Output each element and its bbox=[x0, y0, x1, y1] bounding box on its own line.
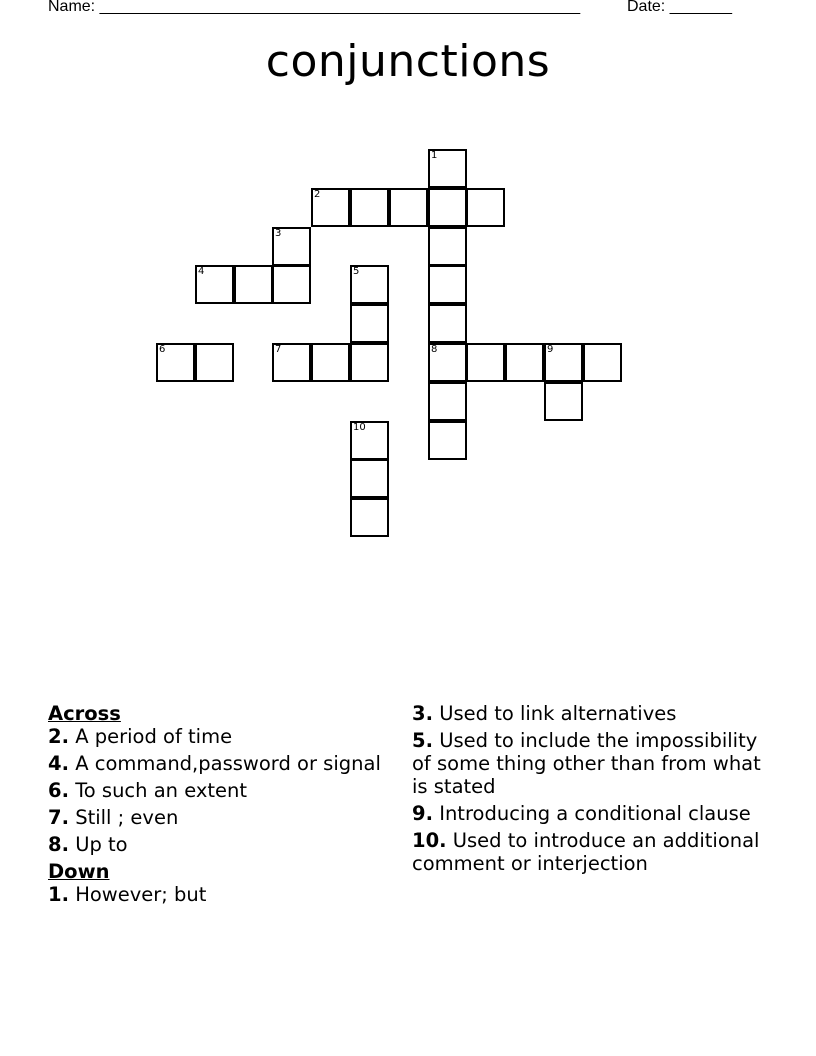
clue-number-label: 1 bbox=[431, 150, 438, 161]
clue-across-6 bbox=[48, 779, 388, 802]
clue-number: 8. bbox=[48, 833, 69, 856]
grid-cell[interactable] bbox=[350, 265, 389, 304]
clue-text: Up to bbox=[75, 833, 128, 856]
grid-cell[interactable] bbox=[544, 382, 583, 421]
across-heading: Across bbox=[48, 702, 121, 725]
grid-cell[interactable] bbox=[350, 343, 389, 382]
clue-number-label: 4 bbox=[198, 266, 205, 277]
clue-number-label: 7 bbox=[275, 344, 282, 355]
grid-cell[interactable] bbox=[389, 188, 428, 227]
grid-cell[interactable] bbox=[350, 188, 389, 227]
grid-cell[interactable] bbox=[428, 382, 467, 421]
grid-cell[interactable] bbox=[505, 343, 544, 382]
clues-left-column bbox=[48, 702, 388, 910]
down-heading: Down bbox=[48, 860, 110, 883]
grid-cell[interactable] bbox=[428, 265, 467, 304]
grid-cell[interactable] bbox=[350, 304, 389, 343]
clues-right-column bbox=[412, 702, 772, 879]
grid-cell[interactable] bbox=[583, 343, 622, 382]
clue-number: 6. bbox=[48, 779, 69, 802]
clue-number: 7. bbox=[48, 806, 69, 829]
clue-number-label: 5 bbox=[353, 266, 360, 277]
grid-cell[interactable] bbox=[311, 343, 350, 382]
grid-cell[interactable] bbox=[428, 421, 467, 460]
clue-text: A command,password or signal bbox=[75, 752, 381, 775]
grid-cell[interactable] bbox=[428, 304, 467, 343]
grid-cell[interactable] bbox=[272, 265, 311, 304]
clue-down-9 bbox=[412, 802, 772, 825]
grid-cell[interactable] bbox=[234, 265, 273, 304]
grid-cell[interactable] bbox=[350, 498, 389, 537]
grid-cell[interactable] bbox=[195, 343, 234, 382]
clue-across-7 bbox=[48, 806, 388, 829]
clue-number: 4. bbox=[48, 752, 69, 775]
grid-cell[interactable] bbox=[195, 265, 234, 304]
clue-text: To such an extent bbox=[75, 779, 248, 802]
page-title: conjunctions bbox=[265, 36, 551, 87]
grid-cell[interactable] bbox=[350, 421, 389, 460]
grid-cell[interactable] bbox=[311, 188, 350, 227]
clue-number: 5. bbox=[412, 729, 433, 752]
clue-number: 1. bbox=[48, 883, 69, 906]
grid-cell[interactable] bbox=[156, 343, 195, 382]
clue-text: Still ; even bbox=[75, 806, 179, 829]
grid-cell[interactable] bbox=[466, 188, 505, 227]
date-field-label: Date: _______ bbox=[627, 0, 732, 15]
clue-across-2 bbox=[48, 725, 388, 748]
grid-cell[interactable] bbox=[350, 459, 389, 498]
clue-number-label: 2 bbox=[314, 189, 321, 200]
grid-cell[interactable] bbox=[428, 188, 467, 227]
clue-down-1 bbox=[48, 883, 388, 906]
clue-text: However; but bbox=[75, 883, 207, 906]
clue-number-label: 6 bbox=[159, 344, 166, 355]
grid-cell[interactable] bbox=[428, 227, 467, 266]
name-field-label: Name: ______________________________________________________ bbox=[48, 0, 581, 15]
grid-cell[interactable] bbox=[272, 227, 311, 266]
clue-down-5 bbox=[412, 729, 772, 798]
grid-cell[interactable] bbox=[428, 149, 467, 188]
clue-down-3 bbox=[412, 702, 772, 725]
clue-down-10 bbox=[412, 829, 772, 875]
clue-number: 2. bbox=[48, 725, 69, 748]
clue-text: A period of time bbox=[75, 725, 233, 748]
clue-text: Used to include the impossibility of some thing other than from what is stated bbox=[412, 729, 761, 798]
clue-across-8 bbox=[48, 833, 388, 856]
grid-cell[interactable] bbox=[272, 343, 311, 382]
clue-number: 10. bbox=[412, 829, 447, 852]
grid-cell[interactable] bbox=[466, 343, 505, 382]
clue-text: Used to link alternatives bbox=[439, 702, 677, 725]
clue-number-label: 10 bbox=[353, 422, 366, 433]
clue-across-4 bbox=[48, 752, 388, 775]
clue-number-label: 3 bbox=[275, 228, 282, 239]
clue-number: 3. bbox=[412, 702, 433, 725]
grid-cell[interactable] bbox=[428, 343, 467, 382]
grid-cell[interactable] bbox=[544, 343, 583, 382]
clue-text: Used to introduce an additional comment or interjection bbox=[412, 829, 760, 875]
clue-number-label: 9 bbox=[547, 344, 554, 355]
clue-number-label: 8 bbox=[431, 344, 438, 355]
clue-text: Introducing a conditional clause bbox=[439, 802, 751, 825]
clue-number: 9. bbox=[412, 802, 433, 825]
